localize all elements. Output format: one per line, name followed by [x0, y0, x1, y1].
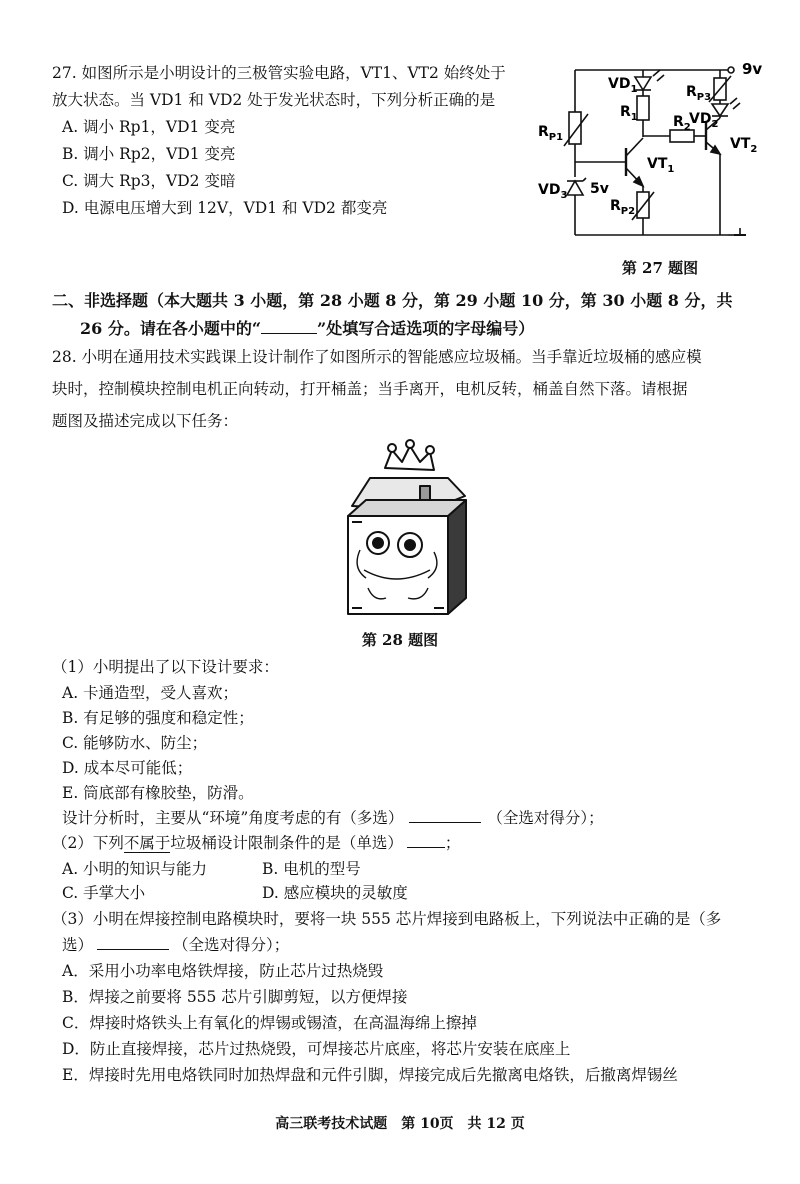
- rp2-label: R: [610, 198, 621, 214]
- q27-stem-line2: 放大状态。当 VD1 和 VD2 处于发光状态时，下列分析正确的是: [52, 91, 496, 109]
- q27-option-c: C. 调大 Rp3，VD2 变暗: [62, 172, 236, 190]
- q28-p2-stem-c: ；: [444, 834, 461, 852]
- q28-p2-option-b: B. 电机的型号: [262, 860, 361, 878]
- q28-figure-caption: 第 28 题图: [361, 631, 439, 649]
- q28-p2-stem-emphasis: 不属于: [123, 834, 171, 852]
- q27-option-a: A. 调小 Rp1，VD1 变亮: [62, 118, 236, 136]
- q28-p1-option-d: D. 成本尽可能低；: [62, 759, 193, 777]
- svg-text:RP2: [610, 198, 635, 217]
- q28-stem-line2: 块时，控制模块控制电机正向转动，打开桶盖；当手离开，电机反转，桶盖自然下落。请根据: [52, 380, 688, 398]
- q28-p3-stem2a: 选）: [62, 936, 94, 954]
- q28-p1-option-e: E. 筒底部有橡胶垫，防滑。: [62, 784, 254, 802]
- svg-text:VD2: [689, 111, 718, 130]
- zener-voltage-label: 5v: [590, 181, 609, 197]
- rp3-label: R: [686, 84, 697, 100]
- vd2-label: VD: [689, 111, 712, 127]
- q28-p2-answer-blank[interactable]: [407, 833, 445, 848]
- svg-text:VD1: [608, 76, 637, 95]
- q28-p2-stem-b: 垃圾桶设计限制条件的是（单选）: [170, 834, 403, 852]
- page-footer: 高三联考技术试题 第 10页 共 12 页: [275, 1116, 525, 1132]
- vd3-label: VD: [538, 182, 561, 198]
- svg-text:VT2: [730, 136, 757, 155]
- rp1-label: R: [538, 124, 549, 140]
- q28-p3-option-c: C．焊接时烙铁头上有氧化的焊锡或锡渣，在高温海绵上擦掉: [62, 1014, 477, 1032]
- q28-p3-stem-line1: （3）小明在焊接控制电路模块时，要将一块 555 芯片焊接到电路板上，下列说法中正确的是（多: [52, 910, 722, 928]
- q27-circuit-diagram: [530, 52, 775, 252]
- q28-p1-option-b: B. 有足够的强度和稳定性；: [62, 709, 254, 727]
- smart-trash-can-illustration: [330, 438, 480, 628]
- r2-label: R: [673, 114, 684, 130]
- q27-figure-caption: 第 27 题图: [621, 259, 699, 277]
- q28-p3-option-e: E．焊接时先用电烙铁同时加热焊盘和元件引脚，焊接完成后先撤离电烙铁，后撤离焊锡丝: [62, 1066, 678, 1084]
- q28-p3-answer-blank[interactable]: [97, 935, 169, 950]
- answer-blank-example: [261, 319, 317, 334]
- q28-p2-option-a: A. 小明的知识与能力: [62, 860, 208, 878]
- q28-p3-option-a: A．采用小功率电烙铁焊接，防止芯片过热烧毁: [62, 962, 384, 980]
- section2-desc2a: 26 分。请在各小题中的“: [80, 319, 262, 338]
- q28-p3-option-b: B．焊接之前要将 555 芯片引脚剪短，以方便焊接: [62, 988, 408, 1006]
- q28-p1-question-text: 设计分析时，主要从“环境”角度考虑的有（多选）: [62, 809, 404, 827]
- q28-stem-line3: 题图及描述完成以下任务：: [52, 412, 239, 430]
- vd1-subscript: 1: [630, 84, 638, 95]
- q28-p1-stem: （1）小明提出了以下设计要求：: [52, 658, 279, 676]
- q28-p2-option-d: D. 感应模块的灵敏度: [262, 884, 408, 902]
- section2-header-line2: [80, 318, 534, 340]
- vt1-subscript: 1: [667, 164, 675, 175]
- q28-p1-option-a: A. 卡通造型，受人喜欢；: [62, 684, 239, 702]
- rp3-subscript: P3: [696, 92, 712, 103]
- section2-header-line1: [52, 290, 732, 312]
- svg-text:VT1: [647, 156, 674, 175]
- q28-p1-question-note: （全选对得分）；: [487, 809, 604, 827]
- vd3-subscript: 3: [560, 190, 568, 201]
- q28-p2-stem-a: （2）下列: [52, 834, 124, 852]
- vd2-subscript: 2: [711, 119, 719, 130]
- q28-stem-line1: 28. 小明在通用技术实践课上设计制作了如图所示的智能感应垃圾桶。当手靠近垃圾桶的感应模: [52, 348, 702, 366]
- section2-title: 二、非选择题: [52, 291, 149, 310]
- q27-option-d: D. 电源电压增大到 12V，VD1 和 VD2 都变亮: [62, 199, 388, 217]
- q28-p3-stem-line2: [62, 934, 289, 956]
- svg-text:RP1: [538, 124, 563, 143]
- q27-stem-line1: 27. 如图所示是小明设计的三极管实验电路，VT1、VT2 始终处于: [52, 64, 506, 82]
- vt2-label: VT: [730, 136, 751, 152]
- rp1-subscript: P1: [548, 132, 564, 143]
- q28-p1-question: [62, 807, 604, 829]
- q28-p3-stem2b: （全选对得分）；: [173, 936, 290, 954]
- supply-voltage-label: 9v: [742, 60, 763, 78]
- svg-text:RP3: [686, 84, 711, 103]
- q28-p1-option-c: C. 能够防水、防尘；: [62, 734, 208, 752]
- vd1-label: VD: [608, 76, 631, 92]
- q28-p2-option-c: C. 手掌大小: [62, 884, 146, 902]
- svg-text:R1: [620, 104, 638, 123]
- vt2-subscript: 2: [750, 144, 758, 155]
- r1-label: R: [620, 104, 631, 120]
- q27-option-b: B. 调小 Rp2，VD1 变亮: [62, 145, 236, 163]
- q28-p1-answer-blank[interactable]: [409, 808, 481, 823]
- vt1-label: VT: [647, 156, 668, 172]
- section2-desc1: （本大题共 3 小题，第 28 小题 8 分，第 29 小题 10 分，第 30 小题 8 分，共: [148, 291, 733, 310]
- r2-subscript: 2: [683, 122, 691, 133]
- section2-desc2b: ”处填写合适选项的字母编号）: [317, 319, 535, 338]
- q28-p2-stem: [52, 832, 460, 854]
- svg-text:VD3: [538, 182, 567, 201]
- rp2-subscript: P2: [620, 206, 636, 217]
- r1-subscript: 1: [630, 112, 638, 123]
- q28-p3-option-d: D．防止直接焊接，芯片过热烧毁，可焊接芯片底座，将芯片安装在底座上: [62, 1040, 571, 1058]
